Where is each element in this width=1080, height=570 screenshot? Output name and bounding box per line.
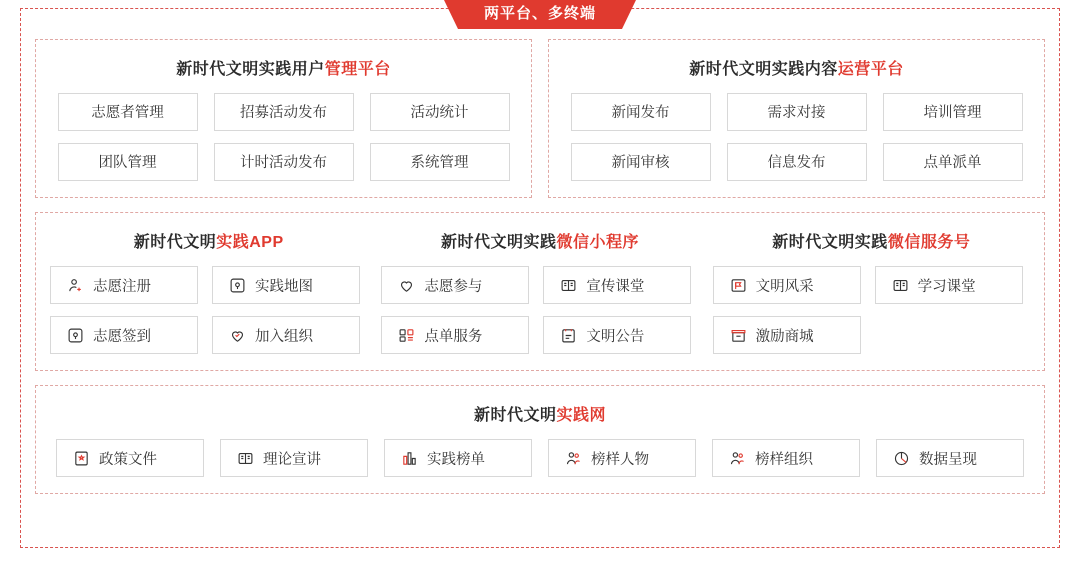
- panel-website-title-main: 新时代文明: [473, 407, 557, 424]
- banner-title: 两平台、多终端: [458, 0, 622, 29]
- panel-website-title-highlight: 实践网: [556, 407, 607, 424]
- panel-miniprogram-title-main: 新时代文明实践: [440, 234, 557, 251]
- panel-service-account-title: [713, 229, 1030, 252]
- panel-content-platform-title-main: 新时代文明实践内容: [689, 61, 838, 78]
- panel-miniprogram-title-highlight: 微信小程序: [556, 234, 639, 251]
- cell-incentive-mall-label: 激励商城: [755, 328, 814, 345]
- flag-frame-icon: [730, 277, 747, 294]
- panel-user-platform-title-main: 新时代文明实践用户: [176, 61, 325, 78]
- cell-info-publish[interactable]: 信息发布: [727, 143, 867, 181]
- cell-civilization-announcement[interactable]: [543, 316, 691, 354]
- heart-icon: [398, 277, 415, 294]
- cell-practice-ranking-label: 实践榜单: [427, 451, 485, 468]
- panel-content-platform-title: [563, 56, 1030, 79]
- cell-civilization-style[interactable]: [713, 266, 861, 304]
- bar-chart-icon: [401, 450, 418, 467]
- cell-news-review[interactable]: 新闻审核: [571, 143, 711, 181]
- cell-study-classroom[interactable]: [875, 266, 1023, 304]
- map-pin-icon: [229, 277, 246, 294]
- panel-content-platform: [548, 39, 1045, 198]
- cell-publicity-classroom[interactable]: [543, 266, 691, 304]
- cell-policy-documents[interactable]: [56, 439, 204, 477]
- cell-training-management[interactable]: 培训管理: [883, 93, 1023, 131]
- cell-volunteer-participate-label: 志愿参与: [424, 278, 483, 295]
- cell-join-organization[interactable]: [212, 316, 360, 354]
- cell-data-presentation-label: 数据呈现: [919, 451, 977, 468]
- panel-website: [35, 385, 1045, 494]
- website-row: [35, 385, 1045, 494]
- cell-civilization-announcement-label: 文明公告: [586, 328, 645, 345]
- cell-team-management[interactable]: 团队管理: [58, 143, 198, 181]
- pie-chart-icon: [893, 450, 910, 467]
- panel-service-account: [713, 225, 1030, 354]
- terminal-row: [35, 212, 1045, 371]
- cell-publicity-classroom-label: 宣传课堂: [586, 278, 645, 295]
- policy-doc-icon: [73, 450, 90, 467]
- user-register-icon: [67, 277, 84, 294]
- cell-practice-map-label: 实践地图: [255, 278, 313, 295]
- panel-miniprogram: [381, 225, 698, 354]
- panel-user-platform-title: [50, 56, 517, 79]
- heart-check-icon: [229, 327, 246, 344]
- cell-civilization-style-label: 文明风采: [755, 278, 814, 295]
- people-icon: [565, 450, 582, 467]
- cell-system-management[interactable]: 系统管理: [370, 143, 510, 181]
- cell-role-model-person[interactable]: [548, 439, 696, 477]
- announcement-icon: [560, 327, 577, 344]
- panel-user-platform-title-highlight: 管理平台: [324, 61, 391, 78]
- panel-app-grid: [50, 266, 367, 354]
- panel-user-platform: [35, 39, 532, 198]
- cell-volunteer-participate[interactable]: [381, 266, 529, 304]
- panel-content-platform-grid: [563, 93, 1030, 181]
- cell-join-organization-label: 加入组织: [255, 328, 313, 345]
- cell-news-publish[interactable]: 新闻发布: [571, 93, 711, 131]
- cell-practice-map[interactable]: [212, 266, 360, 304]
- cell-volunteer-checkin[interactable]: [50, 316, 198, 354]
- panel-miniprogram-grid: [381, 266, 698, 354]
- panel-app-title: [50, 229, 367, 252]
- people-icon: [729, 450, 746, 467]
- cell-order-dispatch[interactable]: 点单派单: [883, 143, 1023, 181]
- cell-order-service[interactable]: [381, 316, 529, 354]
- cell-data-presentation[interactable]: [876, 439, 1024, 477]
- diagram-rows: [21, 9, 1059, 518]
- cell-volunteer-register-label: 志愿注册: [93, 278, 151, 295]
- book-open-icon: [892, 277, 909, 294]
- panel-user-platform-grid: [50, 93, 517, 181]
- cell-practice-ranking[interactable]: [384, 439, 532, 477]
- cell-policy-documents-label: 政策文件: [99, 451, 157, 468]
- cell-activity-statistics[interactable]: 活动统计: [370, 93, 510, 131]
- platform-row: [35, 39, 1045, 198]
- panel-content-platform-title-highlight: 运营平台: [837, 61, 904, 78]
- cell-recruit-activity-publish[interactable]: 招募活动发布: [214, 93, 354, 131]
- cell-volunteer-checkin-label: 志愿签到: [93, 328, 151, 345]
- panel-app-title-highlight: 实践APP: [216, 234, 284, 251]
- cell-volunteer-management[interactable]: 志愿者管理: [58, 93, 198, 131]
- shop-icon: [730, 327, 747, 344]
- terminal-columns: [50, 225, 1030, 354]
- cell-volunteer-register[interactable]: [50, 266, 198, 304]
- cell-study-classroom-label: 学习课堂: [917, 278, 976, 295]
- panel-website-grid: [50, 439, 1030, 477]
- cell-role-model-organization[interactable]: [712, 439, 860, 477]
- panel-terminals: [35, 212, 1045, 371]
- cell-theory-lecture-label: 理论宣讲: [263, 451, 321, 468]
- book-open-icon: [237, 450, 254, 467]
- panel-app-title-main: 新时代文明: [133, 234, 217, 251]
- panel-miniprogram-title: [381, 229, 698, 252]
- grid-spacer: [875, 316, 1023, 354]
- panel-service-account-grid: [713, 266, 1030, 354]
- qr-service-icon: [398, 327, 415, 344]
- cell-role-model-organization-label: 榜样组织: [755, 451, 813, 468]
- cell-incentive-mall[interactable]: [713, 316, 861, 354]
- cell-theory-lecture[interactable]: [220, 439, 368, 477]
- panel-service-account-title-main: 新时代文明实践: [772, 234, 888, 251]
- panel-service-account-title-highlight: 微信服务号: [887, 234, 971, 251]
- panel-website-title: [50, 402, 1030, 425]
- cell-order-service-label: 点单服务: [424, 328, 483, 345]
- cell-role-model-person-label: 榜样人物: [591, 451, 649, 468]
- book-open-icon: [560, 277, 577, 294]
- diagram-container: [20, 5, 1060, 548]
- location-checkin-icon: [67, 327, 84, 344]
- cell-timed-activity-publish[interactable]: 计时活动发布: [214, 143, 354, 181]
- panel-app: [50, 225, 367, 354]
- cell-demand-matching[interactable]: 需求对接: [727, 93, 867, 131]
